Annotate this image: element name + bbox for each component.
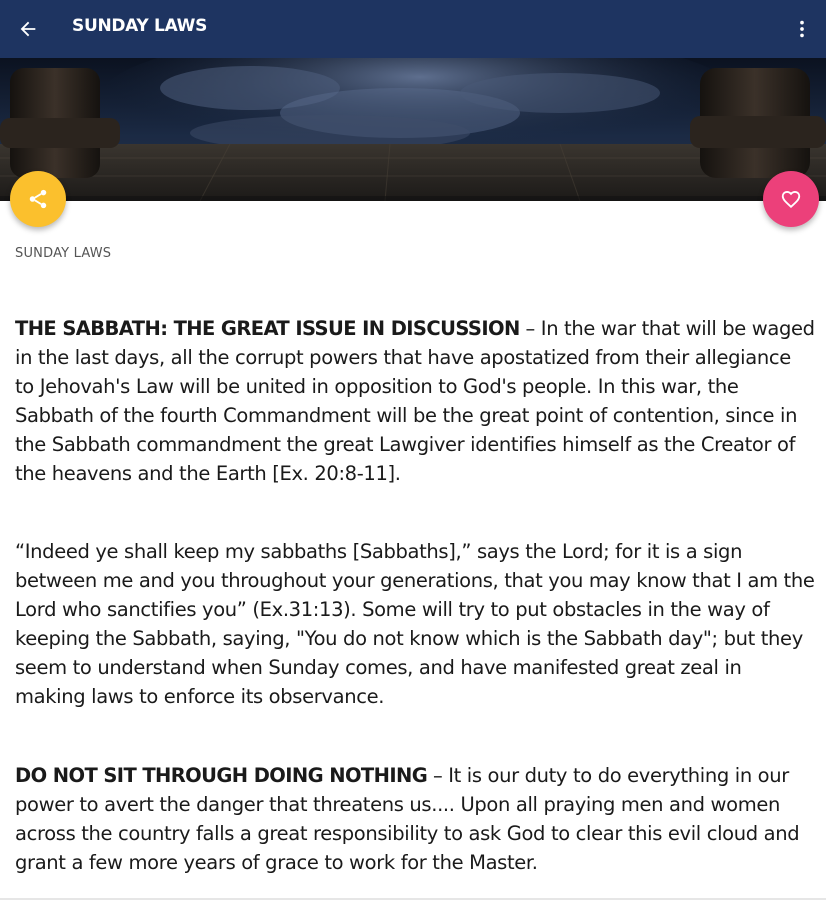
- more-vert-icon: [791, 18, 813, 40]
- app-bar-title: SUNDAY LAWS: [72, 16, 208, 36]
- paragraph-text: – It is our duty to do everything in our power to avert the danger that threatens us.... Upon all praying men and women across the country falls a great responsibility to ask God to clear this evil cloud and grant a few more years of grace to work for the Master.: [15, 764, 800, 874]
- heart-outline-icon: [780, 188, 802, 210]
- paragraph-text: “Indeed ye shall keep my sabbaths [Sabbaths],” says the Lord; for it is a sign between me and you throughout your generations, that you may know that I am the Lord who sanctifies you” (Ex.31:13). Some will try to put obstacles in the way of keeping the Sabbath, saying, "You do not know which is the Sabbath day"; but they seem to understand when Sunday comes, and have manifested great zeal in making laws to enforce its observance.: [15, 540, 815, 708]
- favorite-button[interactable]: [763, 171, 819, 227]
- arrow-left-icon: [17, 18, 39, 40]
- share-button[interactable]: [10, 171, 66, 227]
- more-options-button[interactable]: [784, 11, 820, 47]
- paragraph-heading: THE SABBATH: THE GREAT ISSUE IN DISCUSSION: [15, 317, 520, 340]
- article-body: [15, 314, 815, 900]
- hero-image: [0, 58, 826, 201]
- paragraph: [15, 314, 815, 488]
- share-icon: [27, 188, 49, 210]
- app-bar: [0, 0, 826, 58]
- back-button[interactable]: [10, 11, 46, 47]
- category-label: SUNDAY LAWS: [15, 246, 112, 261]
- paragraph: [15, 761, 815, 877]
- paragraph-text: – In the war that will be waged in the last days, all the corrupt powers that have apostatized from their allegiance to Jehovah's Law will be united in opposition to God's people. In this war, the Sabbath of the fourth Commandment will be the great point of contention, since in the Sabbath commandment the great Lawgiver identifies himself as the Creator of the heavens and the Earth [Ex. 20:8-11].: [15, 317, 815, 485]
- paragraph-heading: DO NOT SIT THROUGH DOING NOTHING: [15, 764, 428, 787]
- paragraph: [15, 537, 815, 711]
